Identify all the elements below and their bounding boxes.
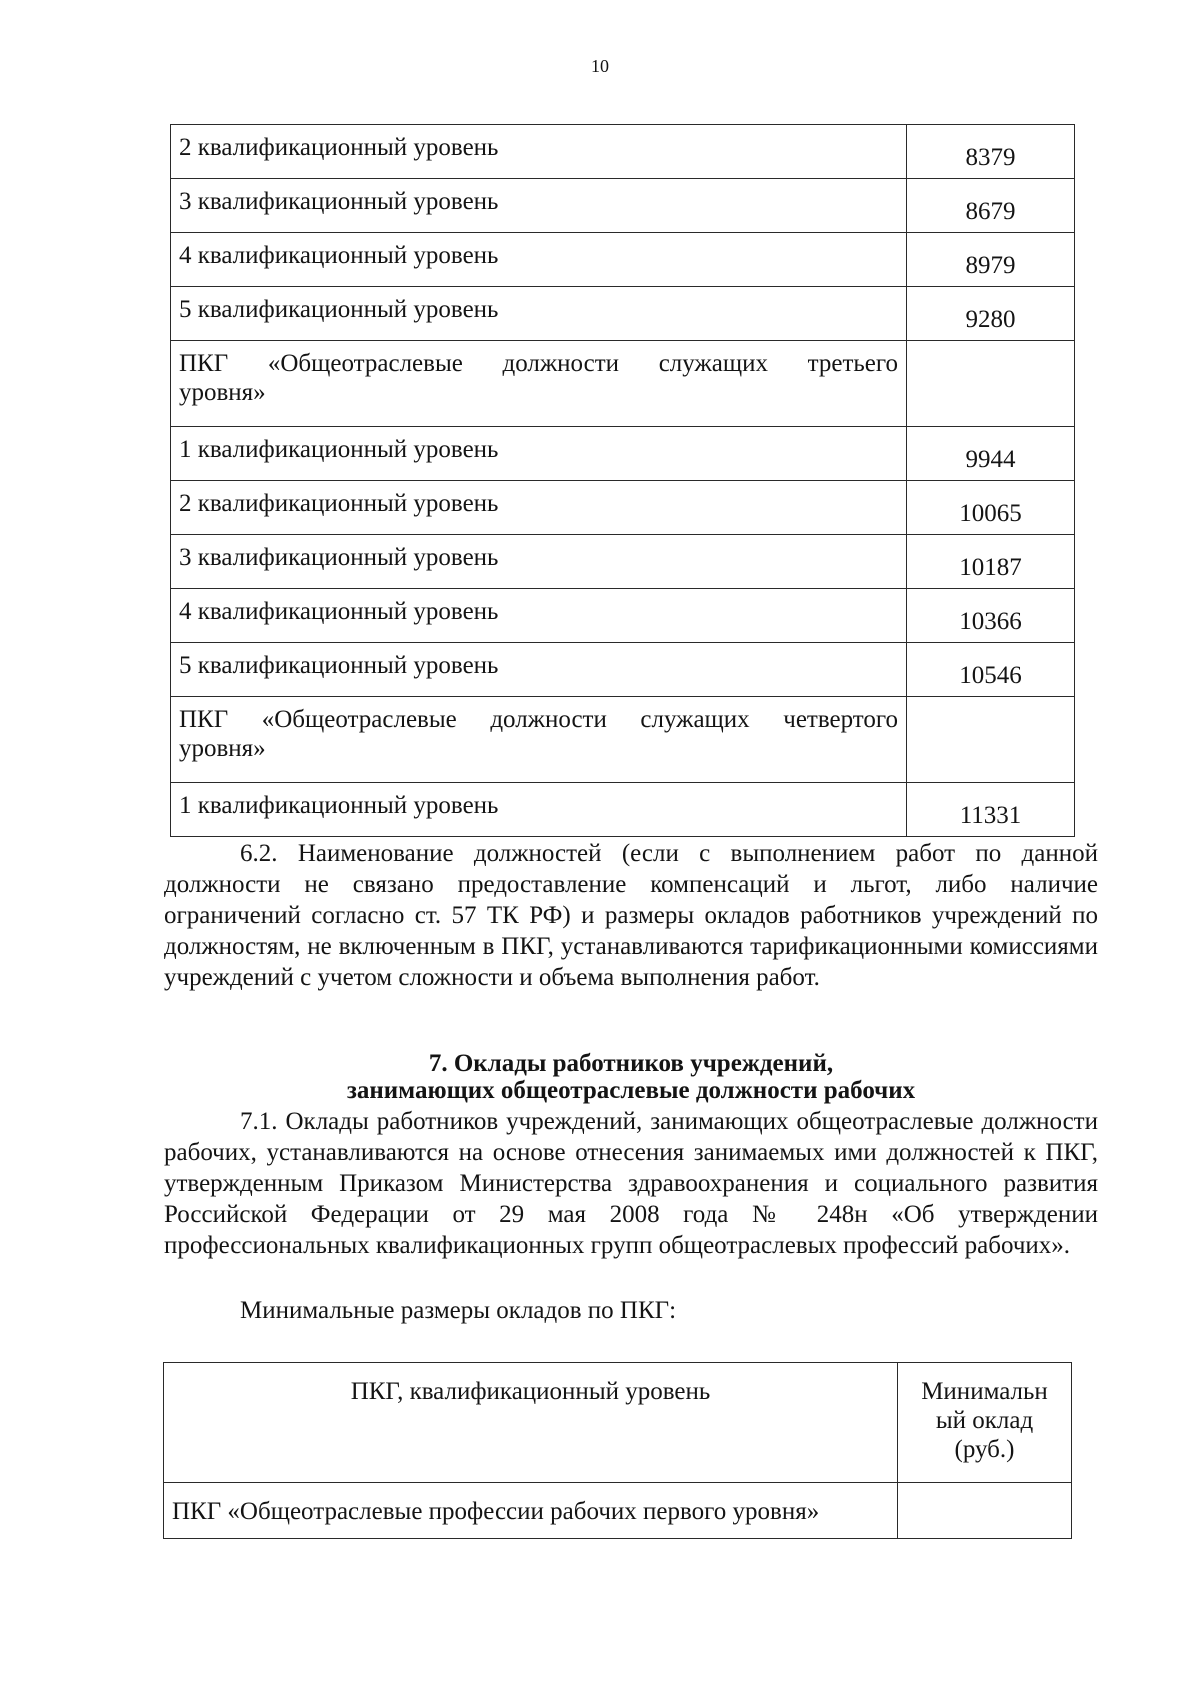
table-row bbox=[171, 589, 1075, 643]
level-name: 2 квалификационный уровень bbox=[171, 481, 907, 535]
level-name: 5 квалификационный уровень bbox=[171, 287, 907, 341]
table-group-row bbox=[171, 341, 1075, 427]
table-row bbox=[171, 643, 1075, 697]
level-name: 4 квалификационный уровень bbox=[171, 233, 907, 287]
section-7-heading-line1: 7. Оклады работников учреждений, bbox=[428, 1050, 834, 1077]
page-number: 10 bbox=[591, 56, 609, 76]
row-min-salary bbox=[898, 1483, 1072, 1539]
salary-value: 8679 bbox=[907, 179, 1075, 233]
salary-value bbox=[907, 697, 1075, 783]
salary-value: 9944 bbox=[907, 427, 1075, 481]
header-min-salary-line3: (руб.) bbox=[954, 1436, 1015, 1463]
level-name: 1 квалификационный уровень bbox=[171, 427, 907, 481]
paragraph-6-2: 6.2. Наименование должностей (если с выполнением работ по данной должности не связано предоставление компенсаций и льгот, либо наличие ограничений согласно ст. 57 ТК РФ) и размеры окладов работников учреждений по должностям, не включенным в ПКГ, устанавливаются тарификационными комиссиями учреждений с учетом сложности и объема выполнения работ. bbox=[164, 840, 1098, 991]
level-name: 2 квалификационный уровень bbox=[171, 125, 907, 179]
salary-table-workers bbox=[163, 1362, 1072, 1539]
salary-value: 8379 bbox=[907, 125, 1075, 179]
row-pkg-name: ПКГ «Общеотраслевые профессии рабочих первого уровня» bbox=[164, 1483, 898, 1539]
level-name: 5 квалификационный уровень bbox=[171, 643, 907, 697]
salary-table-employees bbox=[170, 124, 1075, 837]
table-row bbox=[171, 481, 1075, 535]
table-row bbox=[171, 427, 1075, 481]
table-row bbox=[171, 783, 1075, 837]
group-name-line2: уровня» bbox=[179, 735, 266, 762]
level-name: 3 квалификационный уровень bbox=[171, 179, 907, 233]
group-name-line1: ПКГ «Общеотраслевые должности служащих третьего bbox=[179, 350, 898, 377]
section-7-heading-line2: занимающих общеотраслевые должности рабочих bbox=[346, 1077, 916, 1104]
group-name-line2: уровня» bbox=[179, 379, 266, 406]
table-group-row bbox=[171, 697, 1075, 783]
header-min-salary bbox=[898, 1363, 1072, 1483]
level-name: 4 квалификационный уровень bbox=[171, 589, 907, 643]
salary-value: 9280 bbox=[907, 287, 1075, 341]
salary-value: 8979 bbox=[907, 233, 1075, 287]
group-name bbox=[171, 697, 907, 783]
table-row bbox=[171, 125, 1075, 179]
table-row bbox=[171, 287, 1075, 341]
group-name bbox=[171, 341, 907, 427]
salary-value: 10187 bbox=[907, 535, 1075, 589]
header-pkg-level: ПКГ, квалификационный уровень bbox=[164, 1363, 898, 1483]
header-min-salary-line1: Минимальн bbox=[921, 1378, 1048, 1405]
header-min-salary-line2: ый оклад bbox=[935, 1407, 1034, 1434]
section-7-heading bbox=[164, 1050, 1098, 1104]
salary-value: 10546 bbox=[907, 643, 1075, 697]
paragraph-7-1: 7.1. Оклады работников учреждений, занимающих общеотраслевые должности рабочих, устанавливаются на основе отнесения занимаемых ими должностей к ПКГ, утвержденным Приказом Министерства здравоохранения и социального развития Российской Федерации от 29 мая 2008 года № 248н «Об утверждении профессиональных квалификационных групп общеотраслевых профессий рабочих». bbox=[164, 1108, 1098, 1259]
table-row bbox=[171, 179, 1075, 233]
salary-value: 10065 bbox=[907, 481, 1075, 535]
salary-value: 11331 bbox=[907, 783, 1075, 837]
salary-value: 10366 bbox=[907, 589, 1075, 643]
table-row bbox=[171, 535, 1075, 589]
level-name: 3 квалификационный уровень bbox=[171, 535, 907, 589]
salary-value bbox=[907, 341, 1075, 427]
table-row bbox=[171, 233, 1075, 287]
level-name: 1 квалификационный уровень bbox=[171, 783, 907, 837]
table-row bbox=[164, 1483, 1072, 1539]
table-header-row bbox=[164, 1363, 1072, 1483]
min-sizes-label: Минимальные размеры окладов по ПКГ: bbox=[240, 1297, 677, 1324]
group-name-line1: ПКГ «Общеотраслевые должности служащих четвертого bbox=[179, 706, 898, 733]
